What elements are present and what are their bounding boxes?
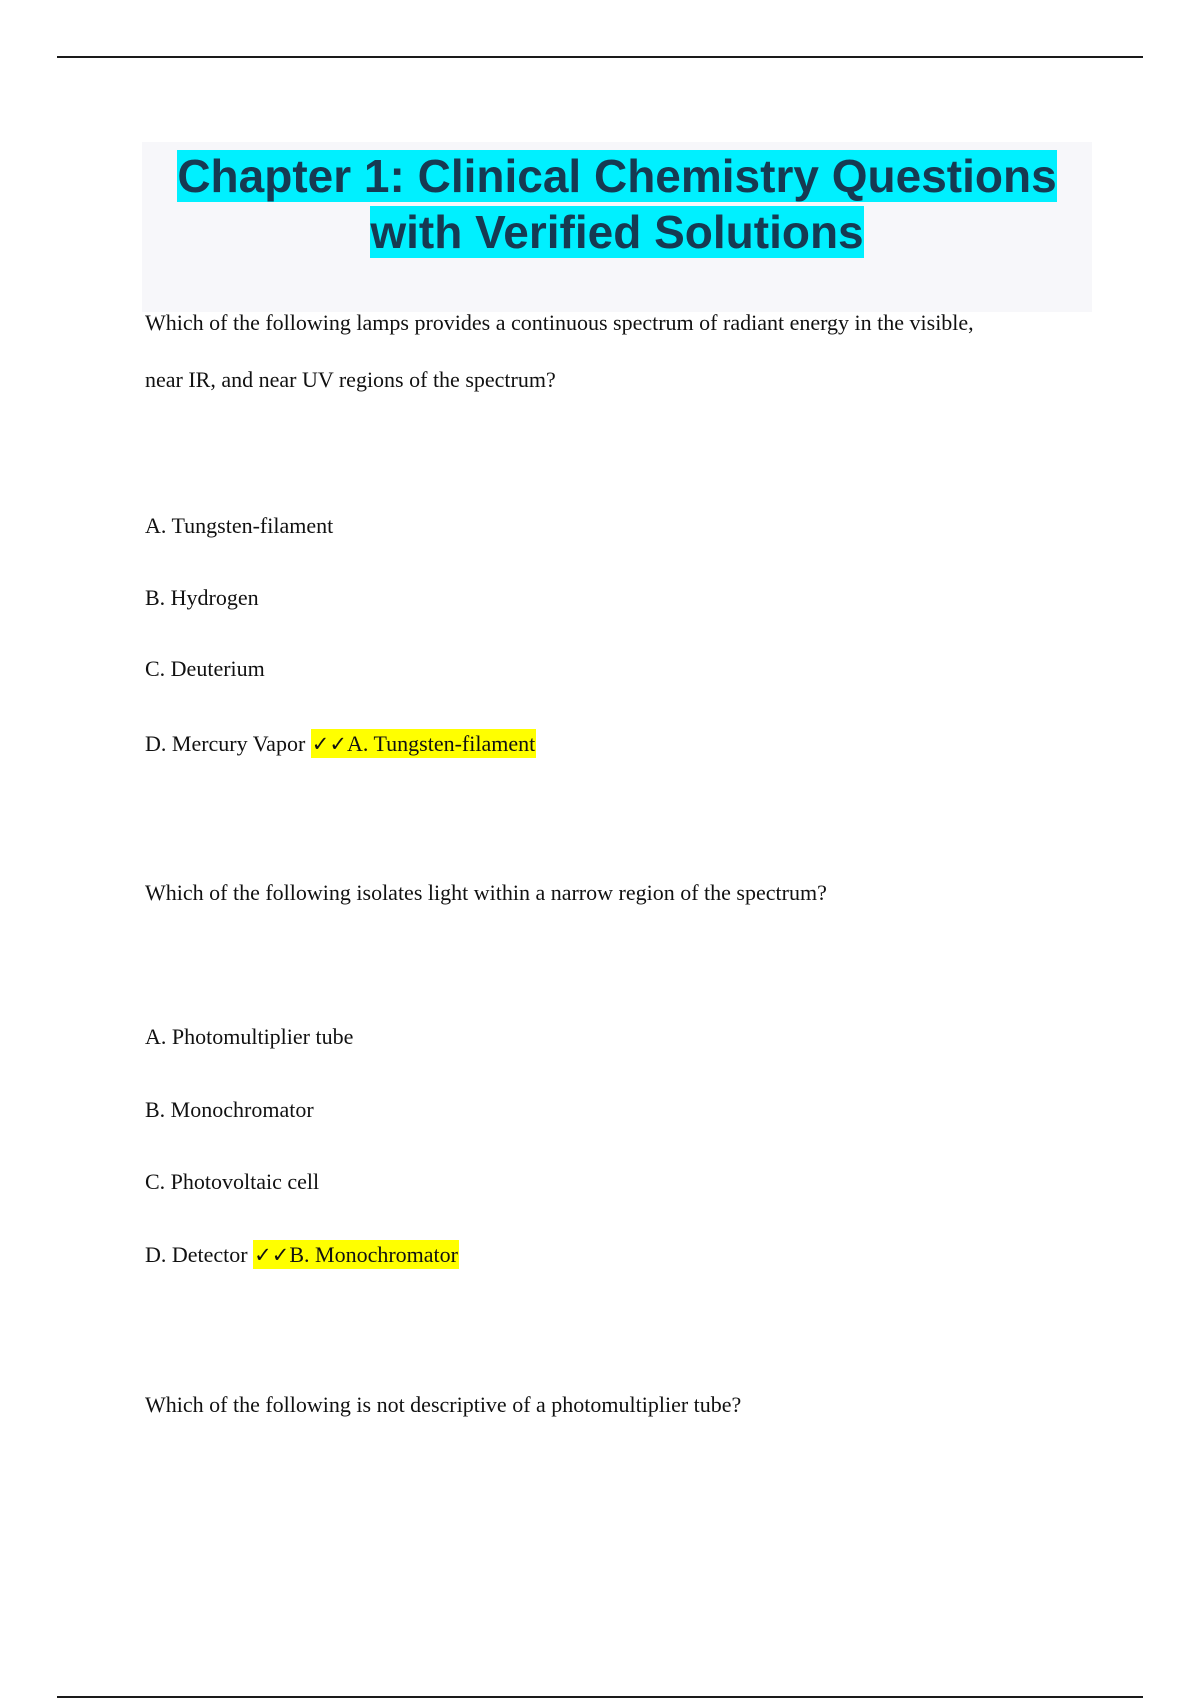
question-1-option-d-line: [145, 731, 536, 757]
question-1-option-b: B. Hydrogen: [145, 585, 259, 610]
bottom-rule: [57, 1696, 1143, 1698]
question-2-option-c: C. Photovoltaic cell: [145, 1169, 320, 1194]
top-rule: [57, 56, 1143, 58]
page-title-line-1: Chapter 1: Clinical Chemistry Questions: [177, 150, 1057, 202]
check-marks-icon: ✓✓: [311, 732, 347, 756]
question-2-option-b: B. Monochromator: [145, 1097, 314, 1122]
question-3-text-line-1: Which of the following is not descriptive of a photomultiplier tube?: [145, 1392, 742, 1417]
question-1-text-line-2: near IR, and near UV regions of the spectrum?: [145, 367, 556, 392]
question-1-option-c: C. Deuterium: [145, 656, 265, 681]
question-1-answer-text: A. Tungsten-filament: [346, 731, 536, 756]
question-1-option-d: D. Mercury Vapor: [145, 731, 306, 756]
title-block: [142, 142, 1092, 312]
page-title-line-2: with Verified Solutions: [370, 206, 864, 258]
question-2-option-d: D. Detector: [145, 1242, 248, 1267]
question-2-answer: [253, 1240, 459, 1269]
check-marks-icon: ✓✓: [254, 1243, 290, 1267]
question-2-option-a: A. Photomultiplier tube: [145, 1024, 354, 1049]
question-2-text-line-1: Which of the following isolates light within a narrow region of the spectrum?: [145, 880, 827, 905]
question-2-option-d-line: [145, 1242, 459, 1268]
question-1-answer: [311, 729, 536, 758]
question-2-answer-text: B. Monochromator: [289, 1242, 458, 1267]
question-1-text-line-1: Which of the following lamps provides a continuous spectrum of radiant energy in the visible,: [145, 310, 974, 335]
question-1-option-a: A. Tungsten-filament: [145, 513, 334, 538]
